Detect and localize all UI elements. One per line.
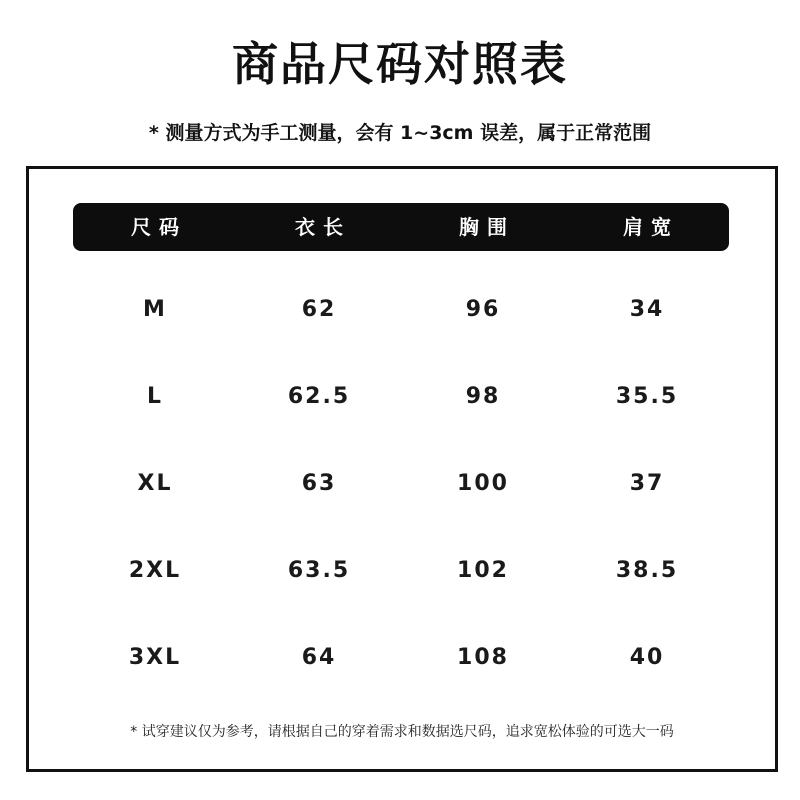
table-row: [73, 377, 729, 417]
page-title: 商品尺码对照表: [232, 37, 568, 91]
header-chest: 胸围: [459, 215, 515, 239]
chest-cell: 108: [457, 645, 509, 670]
shoulder-cell: 38.5: [615, 558, 679, 583]
chest-cell: 100: [457, 471, 509, 496]
table-row: [73, 551, 729, 591]
size-cell: 3XL: [128, 645, 182, 670]
table-row: [73, 290, 729, 330]
chest-cell: 96: [465, 297, 501, 322]
size-cell: XL: [137, 471, 173, 496]
chest-cell: 102: [457, 558, 509, 583]
table-row: [73, 638, 729, 678]
chest-cell: 98: [465, 384, 501, 409]
size-table-frame: [26, 166, 778, 772]
shoulder-cell: 40: [629, 645, 665, 670]
size-cell: L: [146, 384, 164, 409]
length-cell: 62.5: [287, 384, 351, 409]
shoulder-cell: 35.5: [615, 384, 679, 409]
size-cell: 2XL: [128, 558, 182, 583]
header-shoulder: 肩宽: [623, 215, 679, 239]
length-cell: 63: [301, 471, 337, 496]
size-cell: M: [143, 297, 167, 322]
measurement-note: * 测量方式为手工测量，会有 1~3cm 误差，属于正常范围: [148, 122, 652, 144]
table-header: [73, 203, 729, 251]
length-cell: 64: [301, 645, 337, 670]
length-cell: 62: [301, 297, 337, 322]
shoulder-cell: 34: [629, 297, 665, 322]
length-cell: 63.5: [287, 558, 351, 583]
table-row: [73, 464, 729, 504]
header-size: 尺码: [131, 215, 187, 239]
header-length: 衣长: [295, 215, 351, 239]
shoulder-cell: 37: [629, 471, 665, 496]
fit-suggestion-note: * 试穿建议仅为参考，请根据自己的穿着需求和数据选尺码，追求宽松体验的可选大一码: [130, 724, 674, 740]
